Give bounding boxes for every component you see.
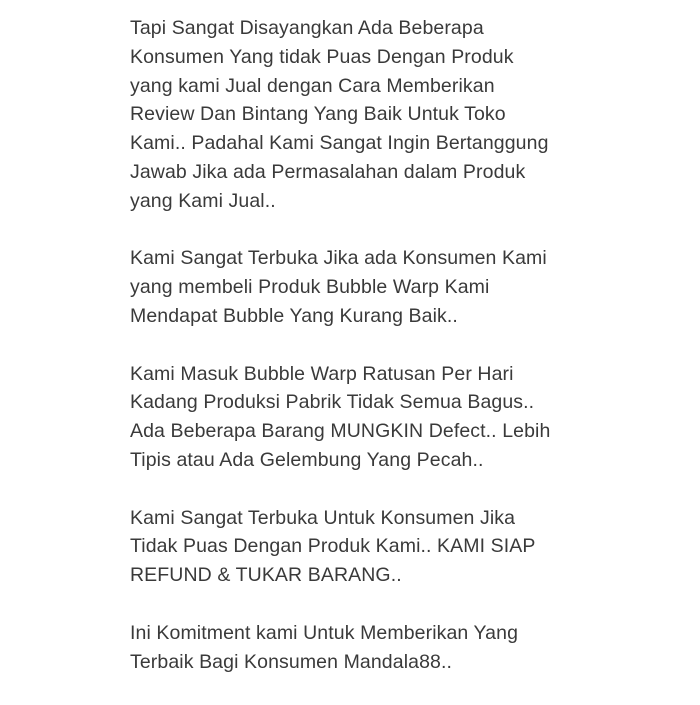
text-line: Mendapat Bubble Yang Kurang Baik.. bbox=[130, 304, 458, 327]
text-line: Kami Masuk Bubble Warp Ratusan Per Hari bbox=[130, 362, 514, 385]
text-line: Tapi Sangat Disayangkan Ada Beberapa bbox=[130, 17, 484, 39]
paragraph bbox=[130, 14, 690, 216]
text-line: yang Kami Jual.. bbox=[130, 189, 276, 212]
text-line: Tidak Puas Dengan Produk Kami.. KAMI SIAP bbox=[130, 535, 536, 558]
paragraph bbox=[130, 244, 690, 330]
text-line: Terbaik Bagi Konsumen Mandala88.. bbox=[130, 650, 452, 673]
text-line: Kadang Produksi Pabrik Tidak Semua Bagus.. bbox=[130, 391, 535, 414]
text-line: Ada Beberapa Barang MUNGKIN Defect.. Lebih bbox=[130, 420, 551, 443]
text-line: Ini Komitment kami Untuk Memberikan Yang bbox=[130, 621, 519, 644]
document-body bbox=[130, 14, 690, 705]
paragraph bbox=[130, 619, 690, 677]
text-line: Kami Sangat Terbuka Untuk Konsumen Jika bbox=[130, 506, 516, 529]
text-line: Tipis atau Ada Gelembung Yang Pecah.. bbox=[130, 448, 484, 471]
text-line: Review Dan Bintang Yang Baik Untuk Toko bbox=[130, 103, 506, 126]
text-line: Konsumen Yang tidak Puas Dengan Produk bbox=[130, 45, 514, 68]
text-line: yang membeli Produk Bubble Warp Kami bbox=[130, 276, 490, 299]
paragraph bbox=[130, 504, 690, 590]
text-line: REFUND & TUKAR BARANG.. bbox=[130, 564, 402, 587]
paragraph bbox=[130, 360, 690, 475]
text-line: Jawab Jika ada Permasalahan dalam Produk bbox=[130, 160, 526, 183]
text-line: Kami Sangat Terbuka Jika ada Konsumen Kami bbox=[130, 247, 547, 270]
text-line: yang kami Jual dengan Cara Memberikan bbox=[130, 74, 495, 97]
text-line: Kami.. Padahal Kami Sangat Ingin Bertanggung bbox=[130, 132, 549, 155]
